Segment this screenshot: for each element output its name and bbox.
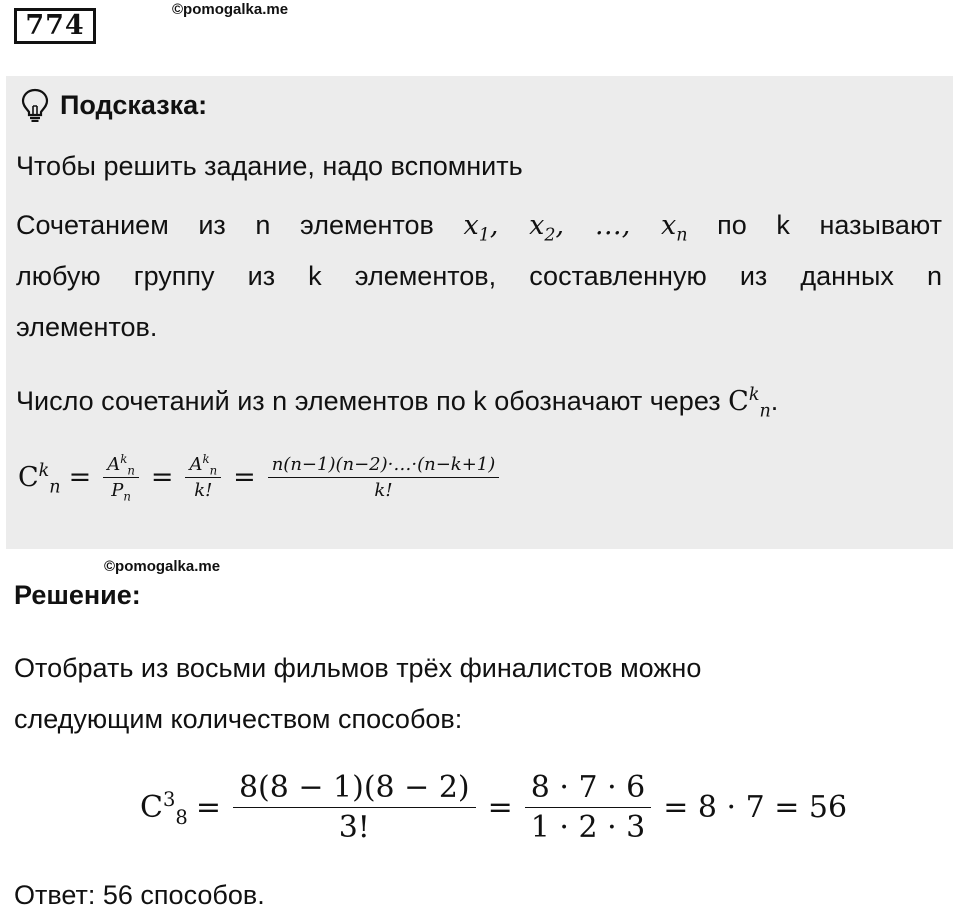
solution-line-2: следующим количеством способов: xyxy=(14,704,463,734)
combination-formula: $C^k_n$ = $\frac{A^k_n}{P_n}$ = $\frac{A^k_n}{k!}$ = $\frac{n(n-1)(n-2)\cdot\dots\cdot(n-k+1)}{k!}$ xyxy=(18,454,503,501)
definition-paragraph xyxy=(16,200,942,353)
answer-text: Ответ: 56 способов. xyxy=(14,880,265,910)
elements-formula: $x_1$, $x_2$, …, $x_n$ xyxy=(463,210,688,246)
notation-text: Число сочетаний из n элементов по k обозначают через xyxy=(16,386,721,416)
hint-intro: Чтобы решить задание, надо вспомнить xyxy=(16,151,523,181)
definition-line-3: элементов. xyxy=(16,312,158,342)
definition-line-2: любую группу из k элементов, составленную из данных n xyxy=(16,261,942,291)
hint-header xyxy=(20,88,207,122)
hint-box xyxy=(6,76,953,549)
notation-line: Число сочетаний из n элементов по k обозначают через $C^k_n$. xyxy=(16,385,779,422)
watermark-top: ©pomogalka.me xyxy=(172,1,289,18)
combination-symbol: $C^k_n$ xyxy=(728,385,771,422)
definition-text-b: по k называют xyxy=(717,210,942,240)
solution-title: Решение: xyxy=(14,580,141,610)
definition-line-1 xyxy=(16,200,942,251)
solution-line-1: Отобрать из восьми фильмов трёх финалистов можно xyxy=(14,653,702,683)
hint-title: Подсказка: xyxy=(60,89,208,120)
definition-text-a: Сочетанием из n элементов xyxy=(16,210,434,240)
lightbulb-icon xyxy=(20,88,50,122)
solution-formula: $C^3_8$ = $\frac{8(8 - 1)(8 - 2)}{3!}$ = $\frac{8 \cdot 7 \cdot 6}{1 \cdot 2 \cdot 3}$ = 8 · 7 = 56 xyxy=(140,770,848,845)
task-number: 774 xyxy=(14,8,96,44)
watermark-middle: ©pomogalka.me xyxy=(104,558,221,575)
solution-text xyxy=(14,643,701,745)
